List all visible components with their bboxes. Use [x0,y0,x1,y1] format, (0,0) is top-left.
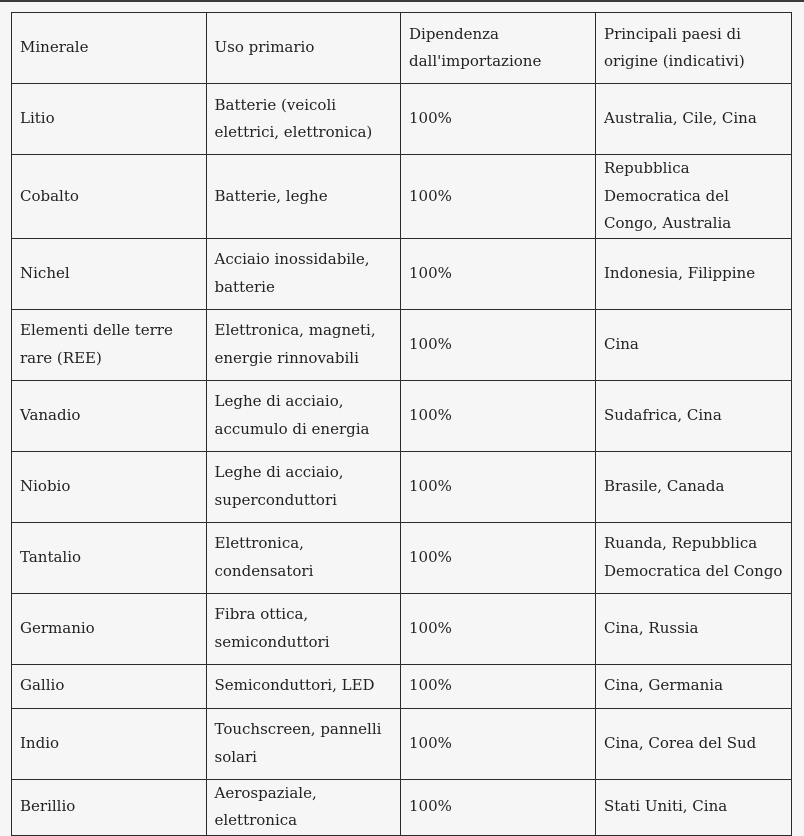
header-primary-use: Uso primario [206,13,401,84]
cell-import-dependency: 100% [401,238,596,309]
cell-import-dependency: 100% [401,84,596,155]
cell-primary-use: Elettronica, condensatori [206,522,401,593]
cell-origin-countries: Cina, Russia [596,593,792,664]
cell-primary-use: Batterie, leghe [206,155,401,239]
cell-primary-use: Batterie (veicoli elettrici, elettronica) [206,84,401,155]
cell-mineral: Tantalio [12,522,207,593]
cell-import-dependency: 100% [401,380,596,451]
top-divider [0,0,804,2]
cell-import-dependency: 100% [401,593,596,664]
cell-origin-countries: Indonesia, Filippine [596,238,792,309]
cell-import-dependency: 100% [401,708,596,779]
header-import-dependency: Dipendenza dall'importazione [401,13,596,84]
cell-origin-countries: Ruanda, Repubblica Democratica del Congo [596,522,792,593]
cell-primary-use: Acciaio inossidabile, batterie [206,238,401,309]
table-row [12,593,792,664]
cell-mineral: Litio [12,84,207,155]
table-row [12,451,792,522]
cell-mineral: Germanio [12,593,207,664]
cell-import-dependency: 100% [401,664,596,708]
table-row [12,238,792,309]
table-row [12,84,792,155]
table-row [12,155,792,239]
header-mineral: Minerale [12,13,207,84]
minerals-table [11,12,792,836]
cell-import-dependency: 100% [401,309,596,380]
cell-import-dependency: 100% [401,522,596,593]
cell-mineral: Berillio [12,779,207,835]
cell-primary-use: Touchscreen, pannelli solari [206,708,401,779]
cell-mineral: Nichel [12,238,207,309]
table-row [12,708,792,779]
cell-import-dependency: 100% [401,451,596,522]
cell-mineral: Indio [12,708,207,779]
cell-origin-countries: Brasile, Canada [596,451,792,522]
cell-origin-countries: Cina [596,309,792,380]
minerals-table-container [11,12,792,836]
cell-primary-use: Semiconduttori, LED [206,664,401,708]
cell-origin-countries: Stati Uniti, Cina [596,779,792,835]
cell-mineral: Niobio [12,451,207,522]
table-row [12,522,792,593]
table-row [12,309,792,380]
cell-import-dependency: 100% [401,155,596,239]
cell-origin-countries: Repubblica Democratica del Congo, Australia [596,155,792,239]
cell-mineral: Elementi delle terre rare (REE) [12,309,207,380]
header-origin-countries: Principali paesi di origine (indicativi) [596,13,792,84]
cell-primary-use: Leghe di acciaio, accumulo di energia [206,380,401,451]
cell-origin-countries: Cina, Corea del Sud [596,708,792,779]
cell-primary-use: Aerospaziale, elettronica [206,779,401,835]
table-row [12,380,792,451]
cell-primary-use: Fibra ottica, semiconduttori [206,593,401,664]
table-row [12,779,792,835]
cell-origin-countries: Sudafrica, Cina [596,380,792,451]
cell-mineral: Vanadio [12,380,207,451]
cell-mineral: Gallio [12,664,207,708]
cell-origin-countries: Australia, Cile, Cina [596,84,792,155]
cell-import-dependency: 100% [401,779,596,835]
table-header-row [12,13,792,84]
cell-primary-use: Leghe di acciaio, superconduttori [206,451,401,522]
cell-mineral: Cobalto [12,155,207,239]
cell-primary-use: Elettronica, magneti, energie rinnovabili [206,309,401,380]
table-row [12,664,792,708]
cell-origin-countries: Cina, Germania [596,664,792,708]
